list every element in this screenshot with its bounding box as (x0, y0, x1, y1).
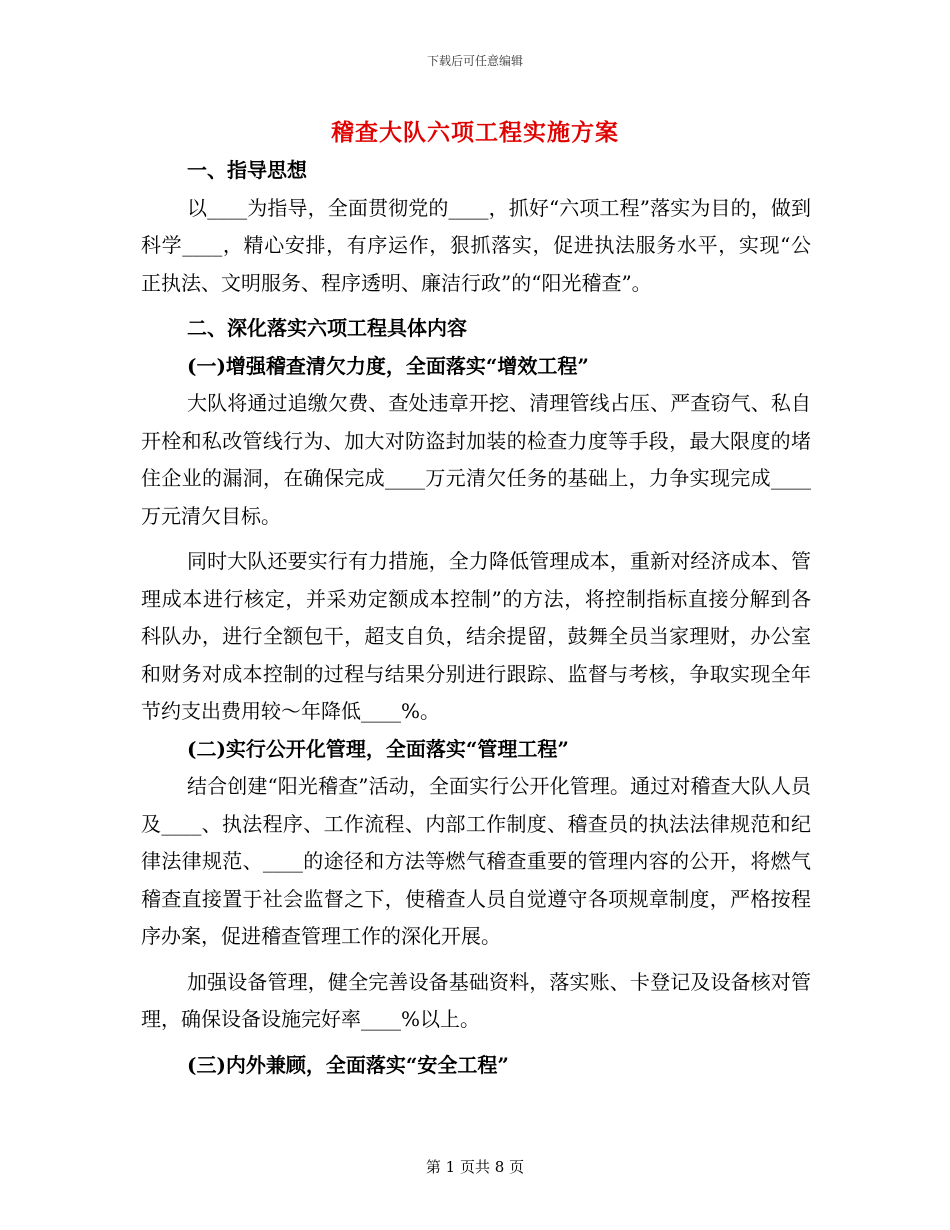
subsection-heading-2: (二)实行公开化管理，全面落实“管理工程” (187, 736, 569, 761)
page-footer: 第 1 页共 8 页 (425, 1158, 525, 1176)
paragraph: 加强设备管理，健全完善设备基础资料，落实账、卡登记及设备核对管理，确保设备设施完好率____%以上。 (141, 969, 811, 1031)
page-header: 下载后可任意编辑 (426, 54, 523, 68)
section-heading-1: 一、指导思想 (187, 158, 307, 182)
document-title: 稽查大队六项工程实施方案 (331, 119, 619, 146)
subsection-heading-1: (一)增强稽查清欠力度，全面落实“增效工程” (187, 353, 589, 378)
paragraph: 同时大队还要实行有力措施，全力降低管理成本，重新对经济成本、管理成本进行核定，并采劝定额成本控制”的方法，将控制指标直接分解到各科队办，进行全额包干，超支自负，结余提留，鼓舞全员当家理财，办公室和财务对成本控制的过程与结果分别进行跟踪、监督与考核，争取实现全年节约支出费用较～年降低____%。 (141, 549, 811, 723)
subsection-heading-3: (三)内外兼顾，全面落实“安全工程” (187, 1052, 509, 1077)
paragraph: 以____为指导，全面贯彻党的____，抓好“六项工程”落实为目的，做到科学____，精心安排，有序运作，狠抓落实，促进执法服务水平，实现“公正执法、文明服务、程序透明、廉洁行政”的“阳光稽查”。 (141, 195, 811, 295)
paragraph: 大队将通过追缴欠费、查处违章开挖、清理管线占压、严查窃气、私自开栓和私改管线行为、加大对防盗封加装的检查力度等手段，最大限度的堵住企业的漏洞，在确保完成____万元清欠任务的基础上，力争实现完成____万元清欠目标。 (141, 391, 811, 528)
document-body (141, 152, 811, 1084)
paragraph: 结合创建“阳光稽查”活动，全面实行公开化管理。通过对稽查大队人员及____、执法程序、工作流程、内部工作制度、稽查员的执法法律规范和纪律法律规范、____的途径和方法等燃气稽查重要的管理内容的公开，将燃气稽查直接置于社会监督之下，使稽查人员自觉遵守各项规章制度，严格按程序办案，促进稽查管理工作的深化开展。 (141, 774, 811, 948)
section-heading-2: 二、深化落实六项工程具体内容 (187, 316, 467, 340)
